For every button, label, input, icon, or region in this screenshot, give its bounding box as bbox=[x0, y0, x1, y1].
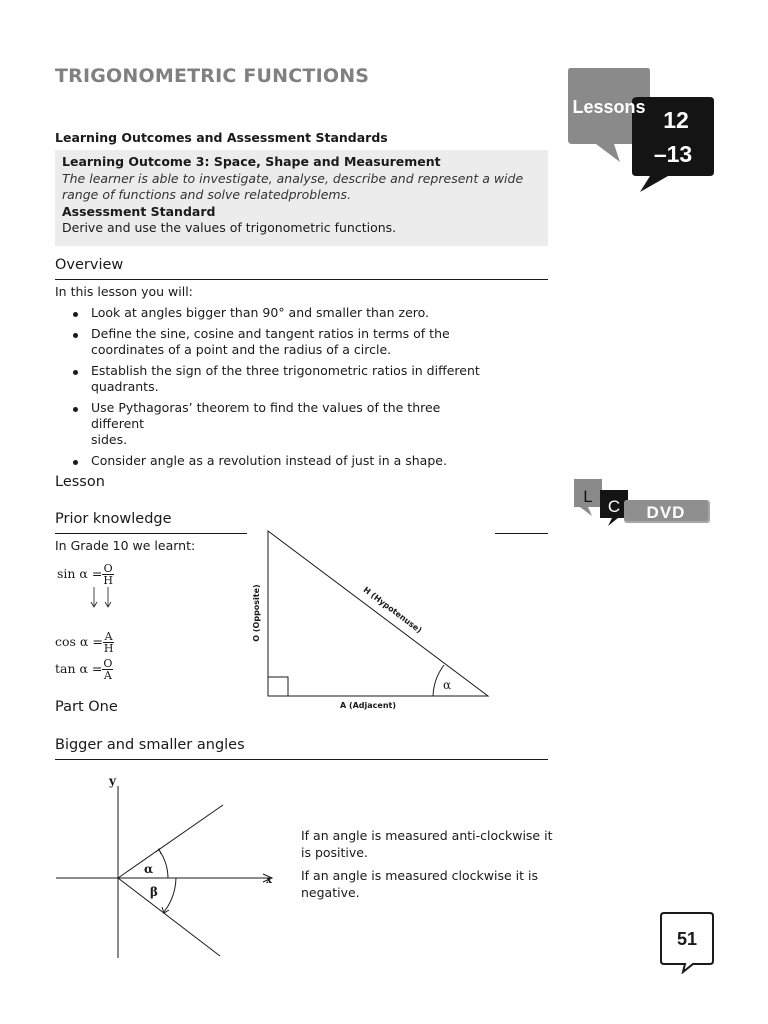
prior-knowledge-heading: Prior knowledge bbox=[55, 511, 172, 527]
prior-rule-left bbox=[55, 533, 247, 534]
list-item bbox=[55, 400, 485, 448]
y-axis-label: y bbox=[109, 774, 116, 788]
bullet-line: sides. bbox=[91, 432, 128, 447]
learning-outcomes-heading: Learning Outcomes and Assessment Standards bbox=[55, 130, 388, 145]
list-item bbox=[55, 453, 485, 469]
page-number-badge bbox=[659, 910, 717, 974]
alpha-arc bbox=[159, 850, 168, 878]
learning-outcome-title: Learning Outcome 3: Space, Shape and Measurement bbox=[62, 154, 441, 169]
dvd-l-letter: L bbox=[583, 487, 593, 506]
alpha-arrow bbox=[156, 849, 161, 854]
overview-heading: Overview bbox=[55, 257, 124, 273]
cos-numerator: A bbox=[104, 630, 113, 643]
alpha-label: α bbox=[144, 862, 154, 876]
lessons-badge bbox=[566, 66, 716, 194]
cos-formula bbox=[55, 631, 114, 654]
lessons-badge-label: Lessons bbox=[572, 97, 646, 117]
cos-denominator: H bbox=[103, 642, 114, 655]
bullet-line: coordinates of a point and the radius of a circle. bbox=[91, 342, 392, 357]
clockwise-text bbox=[301, 867, 538, 901]
beta-label: β bbox=[150, 885, 158, 899]
page-number: 51 bbox=[676, 929, 698, 949]
bigger-smaller-heading: Bigger and smaller angles bbox=[55, 737, 245, 753]
prior-rule-right bbox=[495, 533, 548, 534]
bullet-line: Establish the sign of the three trigonometric ratios in different bbox=[91, 363, 480, 378]
tan-denominator: A bbox=[103, 669, 112, 682]
bullet-line: Consider angle as a revolution instead of just in a shape. bbox=[91, 453, 447, 468]
tan-numerator: O bbox=[103, 657, 113, 670]
dvd-c-letter: C bbox=[607, 497, 621, 516]
cos-prefix: cos α = bbox=[55, 634, 103, 649]
part-one-label: Part One bbox=[55, 699, 118, 715]
overview-bullet-list bbox=[55, 305, 485, 474]
list-item bbox=[55, 305, 485, 321]
hypotenuse-label: H (Hypotenuse) bbox=[361, 585, 424, 635]
bullet-line: quadrants. bbox=[91, 379, 159, 394]
down-arrows-icon bbox=[88, 586, 116, 610]
page-title: TRIGONOMETRIC FUNCTIONS bbox=[55, 65, 370, 87]
dvd-badge bbox=[572, 476, 714, 528]
adjacent-label: A (Adjacent) bbox=[339, 701, 397, 710]
assessment-standard-title: Assessment Standard bbox=[62, 203, 216, 219]
tan-prefix: tan α = bbox=[55, 661, 103, 676]
sin-prefix: sin α = bbox=[57, 566, 103, 581]
tan-formula bbox=[55, 658, 113, 681]
triangle-alpha-label: α bbox=[443, 678, 452, 692]
overview-rule bbox=[55, 279, 548, 280]
learning-outcome-box bbox=[55, 150, 548, 246]
prior-intro: In Grade 10 we learnt: bbox=[55, 538, 196, 553]
positive-ray bbox=[118, 805, 223, 878]
angle-axes-diagram bbox=[50, 770, 290, 962]
lesson-label: Lesson bbox=[55, 474, 105, 490]
cos-fraction bbox=[103, 631, 115, 654]
sin-fraction bbox=[102, 563, 114, 586]
right-triangle-diagram bbox=[245, 526, 500, 716]
learning-outcome-text-line1: The learner is able to investigate, analyse, describe and represent a wide bbox=[62, 170, 524, 186]
bullet-line: Define the sine, cosine and tangent ratios in terms of the bbox=[91, 326, 450, 341]
list-item bbox=[55, 326, 485, 358]
learning-outcome-text-line2: range of functions and solve relatedproblems. bbox=[62, 187, 352, 202]
tan-fraction bbox=[102, 658, 113, 681]
triangle-outline bbox=[268, 531, 488, 696]
lessons-badge-number-bottom: –13 bbox=[653, 141, 693, 167]
beta-arc bbox=[164, 878, 176, 912]
overview-intro: In this lesson you will: bbox=[55, 284, 193, 299]
bigger-rule bbox=[55, 759, 548, 760]
list-item bbox=[55, 363, 485, 395]
assessment-standard-text: Derive and use the values of trigonometric functions. bbox=[62, 220, 397, 235]
sin-numerator: O bbox=[103, 562, 113, 575]
bullet-line: Look at angles bigger than 90° and smaller than zero. bbox=[91, 305, 430, 320]
anticlockwise-line2: is positive. bbox=[301, 845, 368, 860]
dvd-label: DVD bbox=[646, 503, 686, 522]
opposite-label: O (Opposite) bbox=[252, 584, 261, 642]
sin-formula bbox=[57, 563, 114, 586]
negative-ray bbox=[118, 878, 220, 956]
x-axis-label: x bbox=[266, 875, 272, 886]
anticlockwise-line1: If an angle is measured anti-clockwise it bbox=[301, 828, 553, 843]
bullet-line: Use Pythagoras’ theorem to find the values of the three different bbox=[91, 400, 441, 431]
clockwise-line2: negative. bbox=[301, 885, 360, 900]
anticlockwise-text bbox=[301, 827, 552, 861]
clockwise-line1: If an angle is measured clockwise it is bbox=[301, 868, 538, 883]
sin-denominator: H bbox=[103, 574, 113, 587]
lessons-badge-number-top: 12 bbox=[663, 107, 689, 133]
right-angle-marker bbox=[268, 677, 288, 696]
